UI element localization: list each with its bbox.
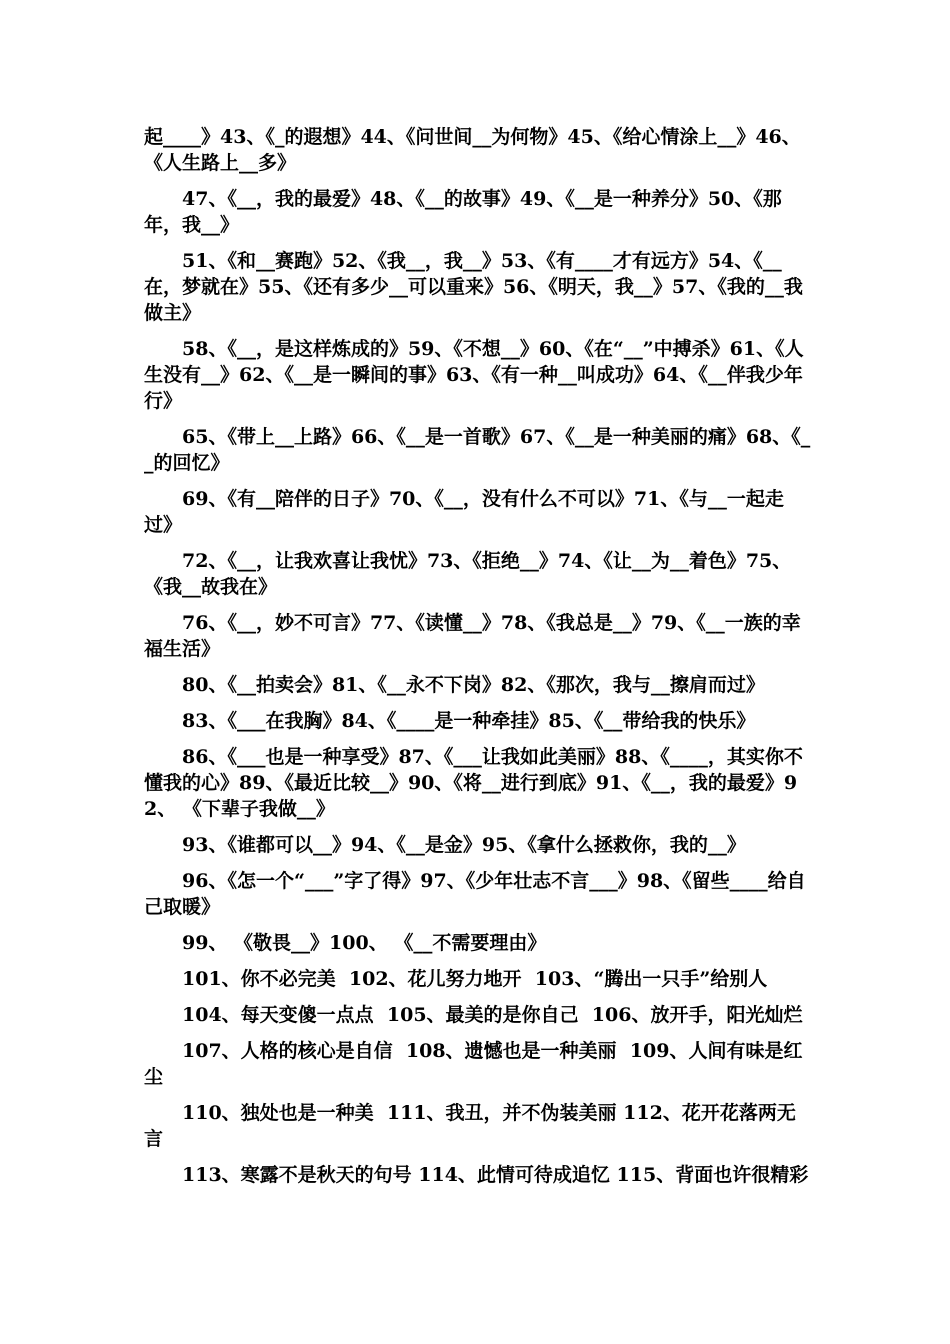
paragraph: 83、《___在我胸》84、《____是一种牵挂》85、《__带给我的快乐》 [182, 710, 756, 732]
paragraph: 96、《怎一个“___”字了得》97、《少年壮志不言___》98、《留些____给自己取暖》 [144, 870, 806, 918]
paragraph: 107、人格的核心是自信 108、遗憾也是一种美丽 109、人间有味是红尘 [144, 1040, 803, 1088]
paragraph: 51、《和__赛跑》52、《我__，我__》53、《有____才有远方》54、《__在，梦就在》55、《还有多少__可以重来》56、《明天，我__》57、《我的__我做主》 [144, 250, 803, 324]
paragraph: 65、《带上__上路》66、《__是一首歌》67、《__是一种美丽的痛》68、《__的回忆》 [144, 426, 811, 474]
paragraph: 47、《__，我的最爱》48、《__的故事》49、《__是一种养分》50、《那年，我__》 [144, 188, 782, 236]
document-body [144, 124, 812, 1198]
paragraph: 58、《__，是这样炼成的》59、《不想__》60、《在“__”中搏杀》61、《人生没有__》62、《__是一瞬间的事》63、《有一种__叫成功》64、《__伴我少年行》 [144, 338, 804, 412]
paragraph: 110、独处也是一种美 111、我丑，并不伪装美丽 112、花开花落两无言 [144, 1102, 796, 1150]
paragraph: 80、《__拍卖会》81、《__永不下岗》82、《那次，我与__擦肩而过》 [182, 674, 765, 696]
paragraph: 101、你不必完美 102、花儿努力地开 103、“腾出一只手”给别人 [182, 968, 768, 990]
paragraph: 72、《__，让我欢喜让我忧》73、《拒绝__》74、《让__为__着色》75、《我__故我在》 [144, 550, 792, 598]
paragraph: 104、每天变傻一点点 105、最美的是你自己 106、放开手，阳光灿烂 [182, 1004, 803, 1026]
paragraph: 99、 《敬畏__》100、 《__不需要理由》 [182, 932, 547, 954]
paragraph: 69、《有__陪伴的日子》70、《__，没有什么不可以》71、《与__一起走过》 [144, 488, 784, 536]
paragraph: 93、《谁都可以__》94、《__是金》95、《拿什么拯救你，我的__》 [182, 834, 746, 856]
paragraph: 76、《__，妙不可言》77、《读懂__》78、《我总是__》79、《__一族的幸福生活》 [144, 612, 801, 660]
paragraph: 起____》43、《_的遐想》44、《问世间__为何物》45、《给心情涂上__》46、 《人生路上__多》 [144, 126, 808, 174]
paragraph: 113、寒露不是秋天的句号 114、此情可待成追忆 115、背面也许很精彩 [182, 1164, 809, 1186]
paragraph: 86、《___也是一种享受》87、《___让我如此美丽》88、《____，其实你不懂我的心》89、《最近比较__》90、《将__进行到底》91、《__，我的最爱》92、 《下辈子我做__》 [144, 746, 803, 820]
